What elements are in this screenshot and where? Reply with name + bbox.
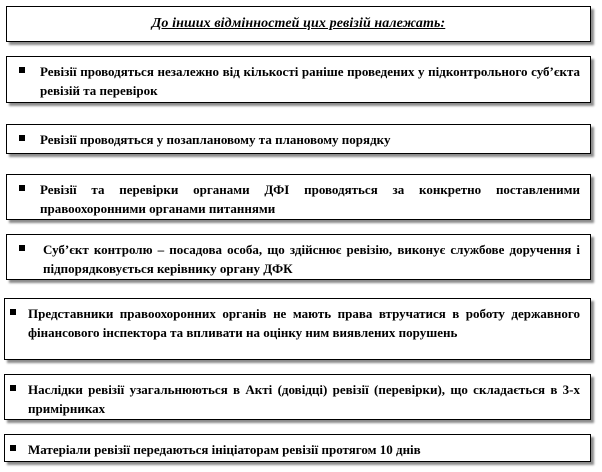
difference-box-1 — [6, 56, 591, 103]
difference-box-7 — [4, 434, 591, 462]
heading-box — [6, 6, 591, 42]
square-bullet-icon — [19, 245, 25, 251]
list-item — [7, 175, 590, 222]
square-bullet-icon — [19, 185, 25, 191]
square-bullet-icon — [19, 135, 25, 141]
square-bullet-icon — [19, 67, 25, 73]
square-bullet-icon — [10, 385, 16, 391]
square-bullet-icon — [10, 309, 16, 315]
item-text: Матеріали ревізії передаються ініціаторам ревізії протягом 10 днів — [28, 442, 421, 457]
difference-box-6 — [4, 374, 591, 420]
item-text: Представники правоохоронних органів не мають права втручатися в роботу державного фінансового інспектора та впливати на оцінку ним виявлених порушень — [28, 306, 580, 340]
square-bullet-icon — [10, 445, 16, 451]
heading-text: До інших відмінностей цих ревізій належать: — [151, 16, 446, 31]
list-item — [7, 57, 590, 104]
item-text: Ревізії та перевірки органами ДФІ проводяться за конкретно поставленими правоохоронними органами питаннями — [40, 182, 580, 216]
list-item — [5, 299, 590, 346]
difference-box-2 — [6, 124, 591, 154]
difference-box-3 — [6, 174, 591, 220]
list-item — [7, 235, 590, 282]
list-item — [5, 435, 590, 463]
item-text: Ревізії проводяться незалежно від кількості раніше проведених у підконтрольного суб’єкта ревізій та перевірок — [40, 64, 580, 98]
difference-box-4 — [6, 234, 591, 280]
list-item — [5, 375, 590, 422]
difference-box-5 — [4, 298, 591, 360]
item-text: Ревізії проводяться у позаплановому та плановому порядку — [40, 132, 391, 147]
item-text: Наслідки ревізії узагальнюються в Акті (довідці) ревізії (перевірки), що складається в 3-х примірниках — [28, 382, 580, 416]
item-text: Суб’єкт контролю – посадова особа, що здійснює ревізію, виконує службове доручення і підпорядковується керівнику органу ДФК — [43, 242, 580, 276]
list-item — [7, 125, 590, 153]
